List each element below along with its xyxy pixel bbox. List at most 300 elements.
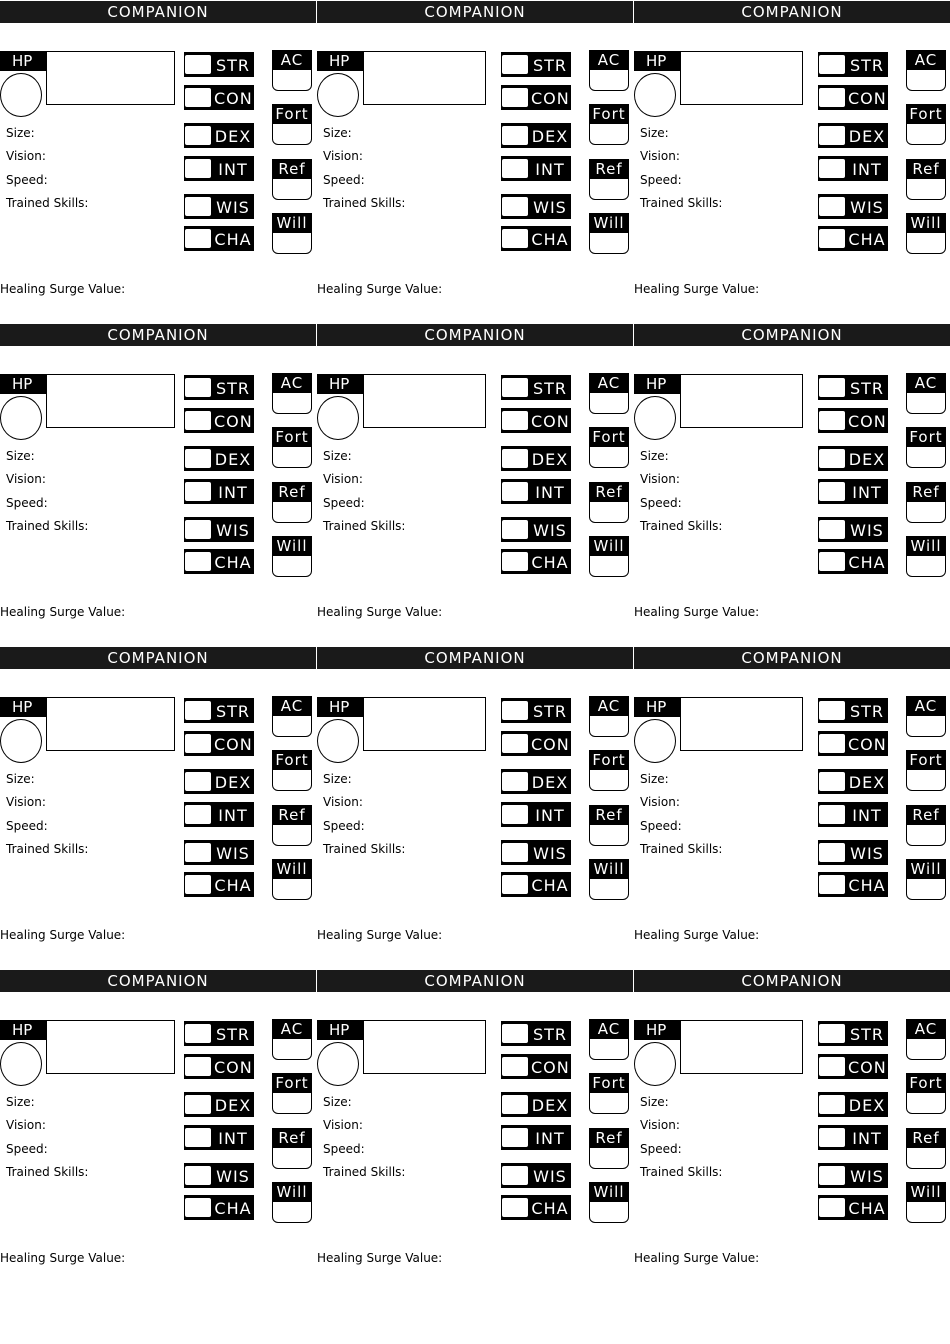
ability-score-box[interactable] xyxy=(818,1094,846,1115)
ability-score-box[interactable] xyxy=(818,1056,846,1077)
ability-score-box[interactable] xyxy=(184,158,212,179)
ability-score-box[interactable] xyxy=(501,125,529,146)
defense-score-box[interactable] xyxy=(906,769,946,791)
ability-label: CON xyxy=(531,89,570,108)
defense-score-box[interactable] xyxy=(272,1092,312,1114)
ability-label: CHA xyxy=(531,553,569,572)
ability-label: WIS xyxy=(216,198,250,217)
trained-skills-label: Trained Skills: xyxy=(6,1165,89,1179)
defense-score-box[interactable] xyxy=(272,715,312,737)
ability-int xyxy=(184,802,254,827)
ability-score-box[interactable] xyxy=(184,1023,212,1044)
ability-score-box[interactable] xyxy=(184,54,212,75)
defense-label: Ref xyxy=(272,159,312,179)
ability-score-box[interactable] xyxy=(501,228,529,249)
ability-score-box[interactable] xyxy=(184,228,212,249)
ability-label: CON xyxy=(531,735,570,754)
hp-input-box[interactable] xyxy=(46,697,175,751)
ability-label: INT xyxy=(218,483,248,502)
defense-will xyxy=(272,213,312,255)
vision-label: Vision: xyxy=(6,472,46,486)
defense-score-box[interactable] xyxy=(272,769,312,791)
defense-score-box[interactable] xyxy=(272,69,312,91)
hp-input-box[interactable] xyxy=(363,51,486,105)
size-label: Size: xyxy=(640,772,669,786)
ability-label: WIS xyxy=(216,521,250,540)
companion-card xyxy=(634,0,950,323)
ability-score-box[interactable] xyxy=(184,410,212,431)
size-label: Size: xyxy=(323,1095,352,1109)
defense-ac xyxy=(272,50,312,92)
defense-ac xyxy=(272,373,312,415)
card-title: COMPANION xyxy=(634,647,950,669)
ability-label: CON xyxy=(214,412,253,431)
hp-label: HP xyxy=(0,374,46,394)
ability-label: WIS xyxy=(533,521,567,540)
defense-score-box[interactable] xyxy=(589,178,629,200)
defense-score-box[interactable] xyxy=(906,232,946,254)
defense-score-box[interactable] xyxy=(589,555,629,577)
ability-score-box[interactable] xyxy=(501,551,529,572)
defense-fort xyxy=(272,427,312,469)
defense-label: Ref xyxy=(589,159,629,179)
vision-label: Vision: xyxy=(323,472,363,486)
defense-score-box[interactable] xyxy=(906,1147,946,1169)
ability-score-box[interactable] xyxy=(184,874,212,895)
healing-surge-label: Healing Surge Value: xyxy=(0,1251,126,1265)
defense-score-box[interactable] xyxy=(589,1038,629,1060)
defense-ref xyxy=(589,159,629,201)
ability-score-box[interactable] xyxy=(501,804,529,825)
ability-score-box[interactable] xyxy=(184,733,212,754)
defense-score-box[interactable] xyxy=(906,123,946,145)
ability-int xyxy=(501,479,571,504)
defense-label: AC xyxy=(272,1019,312,1039)
ability-score-box[interactable] xyxy=(818,410,846,431)
ability-score-box[interactable] xyxy=(818,377,846,398)
defense-label: Will xyxy=(906,859,946,879)
ability-label: DEX xyxy=(848,773,886,792)
companion-card xyxy=(0,646,318,969)
ability-dex xyxy=(818,769,888,794)
ability-dex xyxy=(818,123,888,148)
ability-score-box[interactable] xyxy=(501,54,529,75)
defense-will xyxy=(906,536,946,578)
ability-score-box[interactable] xyxy=(501,771,529,792)
defense-label: Fort xyxy=(272,104,312,124)
defense-ac xyxy=(589,50,629,92)
ability-cha xyxy=(501,872,571,897)
ability-con xyxy=(818,731,888,756)
size-label: Size: xyxy=(6,126,35,140)
ability-score-box[interactable] xyxy=(501,842,529,863)
healing-surge-label: Healing Surge Value: xyxy=(317,928,443,942)
ability-label: STR xyxy=(215,379,251,398)
hp-input-box[interactable] xyxy=(680,374,803,428)
speed-label: Speed: xyxy=(640,173,682,187)
defense-label: Will xyxy=(589,1182,629,1202)
ability-score-box[interactable] xyxy=(818,125,846,146)
defense-score-box[interactable] xyxy=(272,878,312,900)
hp-input-box[interactable] xyxy=(46,374,175,428)
ability-con xyxy=(818,85,888,110)
defense-fort xyxy=(272,750,312,792)
hp-circle[interactable] xyxy=(317,719,359,763)
ability-score-box[interactable] xyxy=(501,1056,529,1077)
companion-card xyxy=(0,323,318,646)
defense-label: Fort xyxy=(906,750,946,770)
ability-label: WIS xyxy=(850,844,884,863)
hp-input-box[interactable] xyxy=(680,51,803,105)
hp-circle[interactable] xyxy=(0,396,42,440)
defense-score-box[interactable] xyxy=(272,555,312,577)
speed-label: Speed: xyxy=(323,496,365,510)
ability-score-box[interactable] xyxy=(184,551,212,572)
companion-card xyxy=(634,969,950,1292)
vision-label: Vision: xyxy=(640,1118,680,1132)
ability-label: STR xyxy=(849,379,885,398)
ability-wis xyxy=(501,194,571,219)
vision-label: Vision: xyxy=(640,149,680,163)
ability-wis xyxy=(501,1163,571,1188)
ability-label: CHA xyxy=(848,876,886,895)
ability-label: DEX xyxy=(848,1096,886,1115)
ability-score-box[interactable] xyxy=(501,448,529,469)
ability-score-box[interactable] xyxy=(501,700,529,721)
ability-int xyxy=(501,156,571,181)
ability-score-box[interactable] xyxy=(501,87,529,108)
defense-label: Will xyxy=(272,536,312,556)
defense-fort xyxy=(589,750,629,792)
defense-score-box[interactable] xyxy=(906,555,946,577)
ability-label: CHA xyxy=(214,876,252,895)
defense-score-box[interactable] xyxy=(589,123,629,145)
ability-score-box[interactable] xyxy=(818,842,846,863)
trained-skills-label: Trained Skills: xyxy=(640,519,723,533)
ability-cha xyxy=(818,1195,888,1220)
card-title: COMPANION xyxy=(317,1,633,23)
ability-str xyxy=(818,52,888,77)
healing-surge-label: Healing Surge Value: xyxy=(634,282,760,296)
defense-label: Fort xyxy=(906,104,946,124)
ability-score-box[interactable] xyxy=(818,1127,846,1148)
ability-score-box[interactable] xyxy=(184,1127,212,1148)
defense-score-box[interactable] xyxy=(272,824,312,846)
ability-con xyxy=(501,731,571,756)
defense-label: Fort xyxy=(589,1073,629,1093)
defense-score-box[interactable] xyxy=(272,446,312,468)
defense-score-box[interactable] xyxy=(589,69,629,91)
ability-score-box[interactable] xyxy=(501,377,529,398)
hp-circle[interactable] xyxy=(317,73,359,117)
ability-label: WIS xyxy=(533,198,567,217)
size-label: Size: xyxy=(323,772,352,786)
defense-label: Will xyxy=(272,859,312,879)
ability-label: CON xyxy=(531,412,570,431)
defense-will xyxy=(906,1182,946,1224)
hp-input-box[interactable] xyxy=(680,1020,803,1074)
defense-ac xyxy=(589,696,629,738)
ability-dex xyxy=(184,446,254,471)
ability-wis xyxy=(818,517,888,542)
healing-surge-label: Healing Surge Value: xyxy=(0,928,126,942)
ability-score-box[interactable] xyxy=(818,54,846,75)
defense-score-box[interactable] xyxy=(906,446,946,468)
defense-label: Fort xyxy=(589,104,629,124)
defense-score-box[interactable] xyxy=(906,501,946,523)
defense-score-box[interactable] xyxy=(589,446,629,468)
defense-score-box[interactable] xyxy=(589,501,629,523)
ability-score-box[interactable] xyxy=(818,158,846,179)
defense-score-box[interactable] xyxy=(272,1038,312,1060)
trained-skills-label: Trained Skills: xyxy=(6,519,89,533)
ability-int xyxy=(184,1125,254,1150)
ability-dex xyxy=(501,123,571,148)
ability-score-box[interactable] xyxy=(818,1023,846,1044)
ability-score-box[interactable] xyxy=(184,842,212,863)
ability-score-box[interactable] xyxy=(818,874,846,895)
ability-score-box[interactable] xyxy=(501,1127,529,1148)
defense-label: Will xyxy=(589,213,629,233)
defense-label: AC xyxy=(589,373,629,393)
trained-skills-label: Trained Skills: xyxy=(640,1165,723,1179)
ability-score-box[interactable] xyxy=(184,377,212,398)
ability-dex xyxy=(184,1092,254,1117)
defense-score-box[interactable] xyxy=(906,878,946,900)
ability-score-box[interactable] xyxy=(818,481,846,502)
ability-score-box[interactable] xyxy=(818,228,846,249)
ability-label: CON xyxy=(848,735,887,754)
ability-str xyxy=(184,698,254,723)
defense-fort xyxy=(906,427,946,469)
ability-label: INT xyxy=(218,806,248,825)
ability-score-box[interactable] xyxy=(501,519,529,540)
trained-skills-label: Trained Skills: xyxy=(323,196,406,210)
defense-score-box[interactable] xyxy=(272,178,312,200)
defense-ac xyxy=(589,1019,629,1061)
hp-circle[interactable] xyxy=(317,396,359,440)
defense-fort xyxy=(906,104,946,146)
defense-label: Will xyxy=(906,1182,946,1202)
ability-wis xyxy=(184,1163,254,1188)
defense-fort xyxy=(906,750,946,792)
hp-circle[interactable] xyxy=(0,1042,42,1086)
hp-circle[interactable] xyxy=(0,73,42,117)
card-title: COMPANION xyxy=(317,324,633,346)
ability-str xyxy=(501,698,571,723)
ability-label: DEX xyxy=(531,1096,569,1115)
ability-con xyxy=(184,731,254,756)
ability-label: CHA xyxy=(848,230,886,249)
defense-ref xyxy=(272,482,312,524)
ability-str xyxy=(184,1021,254,1046)
ability-score-box[interactable] xyxy=(818,1197,846,1218)
ability-score-box[interactable] xyxy=(184,448,212,469)
trained-skills-label: Trained Skills: xyxy=(6,196,89,210)
defense-score-box[interactable] xyxy=(272,1201,312,1223)
defense-score-box[interactable] xyxy=(906,1038,946,1060)
ability-score-box[interactable] xyxy=(184,125,212,146)
ability-label: CON xyxy=(214,1058,253,1077)
ability-int xyxy=(501,802,571,827)
defense-score-box[interactable] xyxy=(906,178,946,200)
defense-ref xyxy=(906,805,946,847)
defense-fort xyxy=(589,427,629,469)
ability-score-box[interactable] xyxy=(818,771,846,792)
defense-score-box[interactable] xyxy=(589,232,629,254)
defense-label: AC xyxy=(272,373,312,393)
ability-score-box[interactable] xyxy=(818,87,846,108)
ability-score-box[interactable] xyxy=(184,196,212,217)
defense-ref xyxy=(906,1128,946,1170)
defense-score-box[interactable] xyxy=(589,715,629,737)
ability-score-box[interactable] xyxy=(184,1197,212,1218)
hp-label: HP xyxy=(0,697,46,717)
ability-dex xyxy=(501,446,571,471)
defense-label: Will xyxy=(272,1182,312,1202)
ability-label: CON xyxy=(214,89,253,108)
defense-score-box[interactable] xyxy=(906,69,946,91)
ability-str xyxy=(501,52,571,77)
ability-dex xyxy=(818,1092,888,1117)
defense-label: Fort xyxy=(272,427,312,447)
hp-circle[interactable] xyxy=(634,719,676,763)
ability-wis xyxy=(184,840,254,865)
ability-score-box[interactable] xyxy=(501,481,529,502)
defense-score-box[interactable] xyxy=(906,715,946,737)
ability-label: INT xyxy=(535,483,565,502)
hp-circle[interactable] xyxy=(634,73,676,117)
hp-input-box[interactable] xyxy=(363,697,486,751)
defense-label: Will xyxy=(272,213,312,233)
defense-label: AC xyxy=(906,373,946,393)
ability-score-box[interactable] xyxy=(501,196,529,217)
ability-score-box[interactable] xyxy=(184,1056,212,1077)
ability-label: CON xyxy=(848,89,887,108)
ability-con xyxy=(184,85,254,110)
ability-label: DEX xyxy=(848,450,886,469)
defense-label: Ref xyxy=(272,482,312,502)
defense-score-box[interactable] xyxy=(906,1092,946,1114)
defense-score-box[interactable] xyxy=(589,769,629,791)
defense-score-box[interactable] xyxy=(589,878,629,900)
ability-dex xyxy=(184,769,254,794)
defense-ref xyxy=(589,482,629,524)
defense-fort xyxy=(272,1073,312,1115)
companion-card xyxy=(0,969,318,1292)
ability-score-box[interactable] xyxy=(818,804,846,825)
size-label: Size: xyxy=(640,126,669,140)
ability-label: CHA xyxy=(214,553,252,572)
size-label: Size: xyxy=(640,449,669,463)
ability-score-box[interactable] xyxy=(818,733,846,754)
hp-input-box[interactable] xyxy=(363,1020,486,1074)
ability-score-box[interactable] xyxy=(818,551,846,572)
ability-score-box[interactable] xyxy=(501,410,529,431)
ability-wis xyxy=(501,840,571,865)
defense-score-box[interactable] xyxy=(906,1201,946,1223)
healing-surge-label: Healing Surge Value: xyxy=(317,282,443,296)
ability-score-box[interactable] xyxy=(501,733,529,754)
defense-ref xyxy=(272,159,312,201)
hp-circle[interactable] xyxy=(0,719,42,763)
defense-score-box[interactable] xyxy=(272,1147,312,1169)
ability-label: CON xyxy=(214,735,253,754)
defense-score-box[interactable] xyxy=(589,392,629,414)
defense-ac xyxy=(589,373,629,415)
hp-input-box[interactable] xyxy=(46,1020,175,1074)
hp-input-box[interactable] xyxy=(680,697,803,751)
hp-circle[interactable] xyxy=(634,396,676,440)
ability-score-box[interactable] xyxy=(184,481,212,502)
hp-input-box[interactable] xyxy=(363,374,486,428)
ability-score-box[interactable] xyxy=(818,1165,846,1186)
ability-score-box[interactable] xyxy=(501,874,529,895)
ability-score-box[interactable] xyxy=(184,804,212,825)
hp-circle[interactable] xyxy=(634,1042,676,1086)
ability-score-box[interactable] xyxy=(184,1094,212,1115)
defense-score-box[interactable] xyxy=(906,392,946,414)
healing-surge-label: Healing Surge Value: xyxy=(317,1251,443,1265)
ability-label: STR xyxy=(849,56,885,75)
ability-score-box[interactable] xyxy=(184,700,212,721)
speed-label: Speed: xyxy=(6,496,48,510)
ability-score-box[interactable] xyxy=(818,519,846,540)
ability-score-box[interactable] xyxy=(818,700,846,721)
ability-int xyxy=(818,802,888,827)
ability-str xyxy=(501,1021,571,1046)
defense-score-box[interactable] xyxy=(589,1092,629,1114)
defense-score-box[interactable] xyxy=(906,824,946,846)
defense-score-box[interactable] xyxy=(272,501,312,523)
healing-surge-label: Healing Surge Value: xyxy=(317,605,443,619)
hp-label: HP xyxy=(0,1020,46,1040)
ability-score-box[interactable] xyxy=(184,771,212,792)
defense-score-box[interactable] xyxy=(589,1201,629,1223)
defense-score-box[interactable] xyxy=(272,232,312,254)
trained-skills-label: Trained Skills: xyxy=(323,842,406,856)
vision-label: Vision: xyxy=(323,795,363,809)
defense-score-box[interactable] xyxy=(272,123,312,145)
ability-con xyxy=(818,408,888,433)
ability-score-box[interactable] xyxy=(818,196,846,217)
ability-wis xyxy=(818,840,888,865)
defense-score-box[interactable] xyxy=(272,392,312,414)
defense-label: AC xyxy=(589,50,629,70)
hp-input-box[interactable] xyxy=(46,51,175,105)
defense-ac xyxy=(906,696,946,738)
ability-label: WIS xyxy=(216,844,250,863)
ability-score-box[interactable] xyxy=(501,1165,529,1186)
ability-score-box[interactable] xyxy=(501,1023,529,1044)
hp-circle[interactable] xyxy=(317,1042,359,1086)
ability-score-box[interactable] xyxy=(184,1165,212,1186)
card-title: COMPANION xyxy=(0,647,316,669)
speed-label: Speed: xyxy=(640,819,682,833)
ability-score-box[interactable] xyxy=(184,519,212,540)
ability-score-box[interactable] xyxy=(501,1094,529,1115)
defense-score-box[interactable] xyxy=(589,824,629,846)
defense-will xyxy=(589,859,629,901)
healing-surge-label: Healing Surge Value: xyxy=(634,605,760,619)
trained-skills-label: Trained Skills: xyxy=(6,842,89,856)
ability-score-box[interactable] xyxy=(818,448,846,469)
ability-score-box[interactable] xyxy=(501,1197,529,1218)
ability-score-box[interactable] xyxy=(184,87,212,108)
defense-score-box[interactable] xyxy=(589,1147,629,1169)
ability-score-box[interactable] xyxy=(501,158,529,179)
ability-con xyxy=(501,1054,571,1079)
